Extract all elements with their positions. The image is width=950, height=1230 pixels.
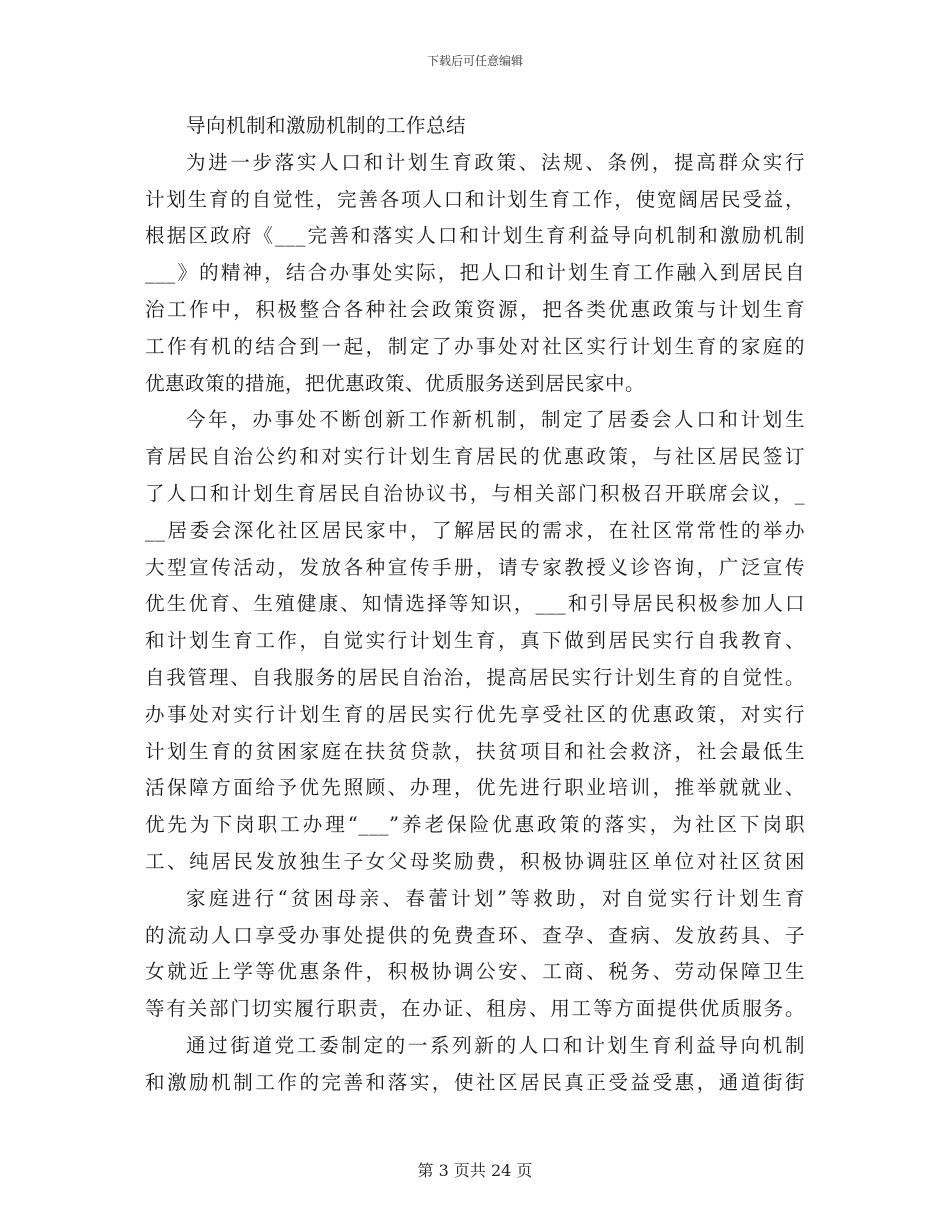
paragraph-line: 计划生育的贫困家庭在扶贫贷款，扶贫项目和社会救济，社会最低生: [145, 739, 805, 763]
paragraph-line: 通过街道党工委制定的一系列新的人口和计划生育利益导向机制: [186, 1033, 805, 1057]
paragraph-line: 大型宣传活动，发放各种宣传手册，请专家教授义诊咨询，广泛宣传: [145, 555, 805, 579]
paragraph-line: 了人口和计划生育居民自治协议书，与相关部门积极召开联席会议，_: [145, 481, 805, 505]
paragraph-line: 工作有机的结合到一起，制定了办事处对社区实行计划生育的家庭的: [145, 334, 805, 358]
paragraph-line: 优先为下岗职工办理“___”养老保险优惠政策的落实，为社区下岗职: [145, 813, 805, 837]
paragraph-line: 工、纯居民发放独生子女父母奖励费，积极协调驻区单位对社区贫困: [145, 849, 805, 873]
paragraph-line: 今年，办事处不断创新工作新机制，制定了居委会人口和计划生: [186, 408, 805, 432]
paragraph-line: 女就近上学等优惠条件，积极协调公安、工商、税务、劳动保障卫生: [145, 960, 805, 984]
paragraph-line: 根据区政府《___完善和落实人口和计划生育利益导向机制和激励机制: [145, 224, 805, 248]
paragraph-line: 活保障方面给予优先照顾、办理，优先进行职业培训，推举就就业、: [145, 776, 805, 800]
paragraph-line: 优惠政策的措施，把优惠政策、优质服务送到居民家中。: [145, 371, 646, 395]
paragraph-line: 自我管理、自我服务的居民自治治，提高居民实行计划生育的自觉性。: [145, 665, 805, 689]
paragraph-line: 计划生育的自觉性，完善各项人口和计划生育工作，使宽阔居民受益，: [145, 187, 805, 211]
paragraph-line: 和计划生育工作，自觉实行计划生育，真下做到居民实行自我教育、: [145, 629, 805, 653]
paragraph-line: 为进一步落实人口和计划生育政策、法规、条例，提高群众实行: [186, 150, 805, 174]
page-number: 第 3 页共 24 页: [417, 1161, 533, 1180]
document-title: 导向机制和激励机制的工作总结: [186, 114, 467, 137]
page-header: 下载后可任意编辑: [426, 54, 523, 68]
paragraph-line: 等有关部门切实履行职责，在办证、租房、用工等方面提供优质服务。: [145, 997, 805, 1021]
paragraph-line: ___》的精神，结合办事处实际，把人口和计划生育工作融入到居民自: [145, 261, 805, 285]
paragraph-line: 和激励机制工作的完善和落实，使社区居民真正受益受惠，通道街街: [145, 1070, 805, 1094]
document-body: [145, 108, 805, 1102]
paragraph-line: 治工作中，积极整合各种社会政策资源，把各类优惠政策与计划生育: [145, 297, 805, 321]
paragraph-line: 办事处对实行计划生育的居民实行优先享受社区的优惠政策，对实行: [145, 702, 805, 726]
paragraph-line: 育居民自治公约和对实行计划生育居民的优惠政策，与社区居民签订: [145, 445, 805, 469]
paragraph-line: __居委会深化社区居民家中，了解居民的需求，在社区常常性的举办: [145, 518, 805, 542]
paragraph-line: 优生优育、生殖健康、知情选择等知识，___和引导居民积极参加人口: [145, 592, 805, 616]
paragraph-line: 家庭进行“贫困母亲、春蕾计划”等救助，对自觉实行计划生育: [186, 886, 805, 910]
paragraph-line: 的流动人口享受办事处提供的免费查环、查孕、查病、发放药具、子: [145, 923, 805, 947]
